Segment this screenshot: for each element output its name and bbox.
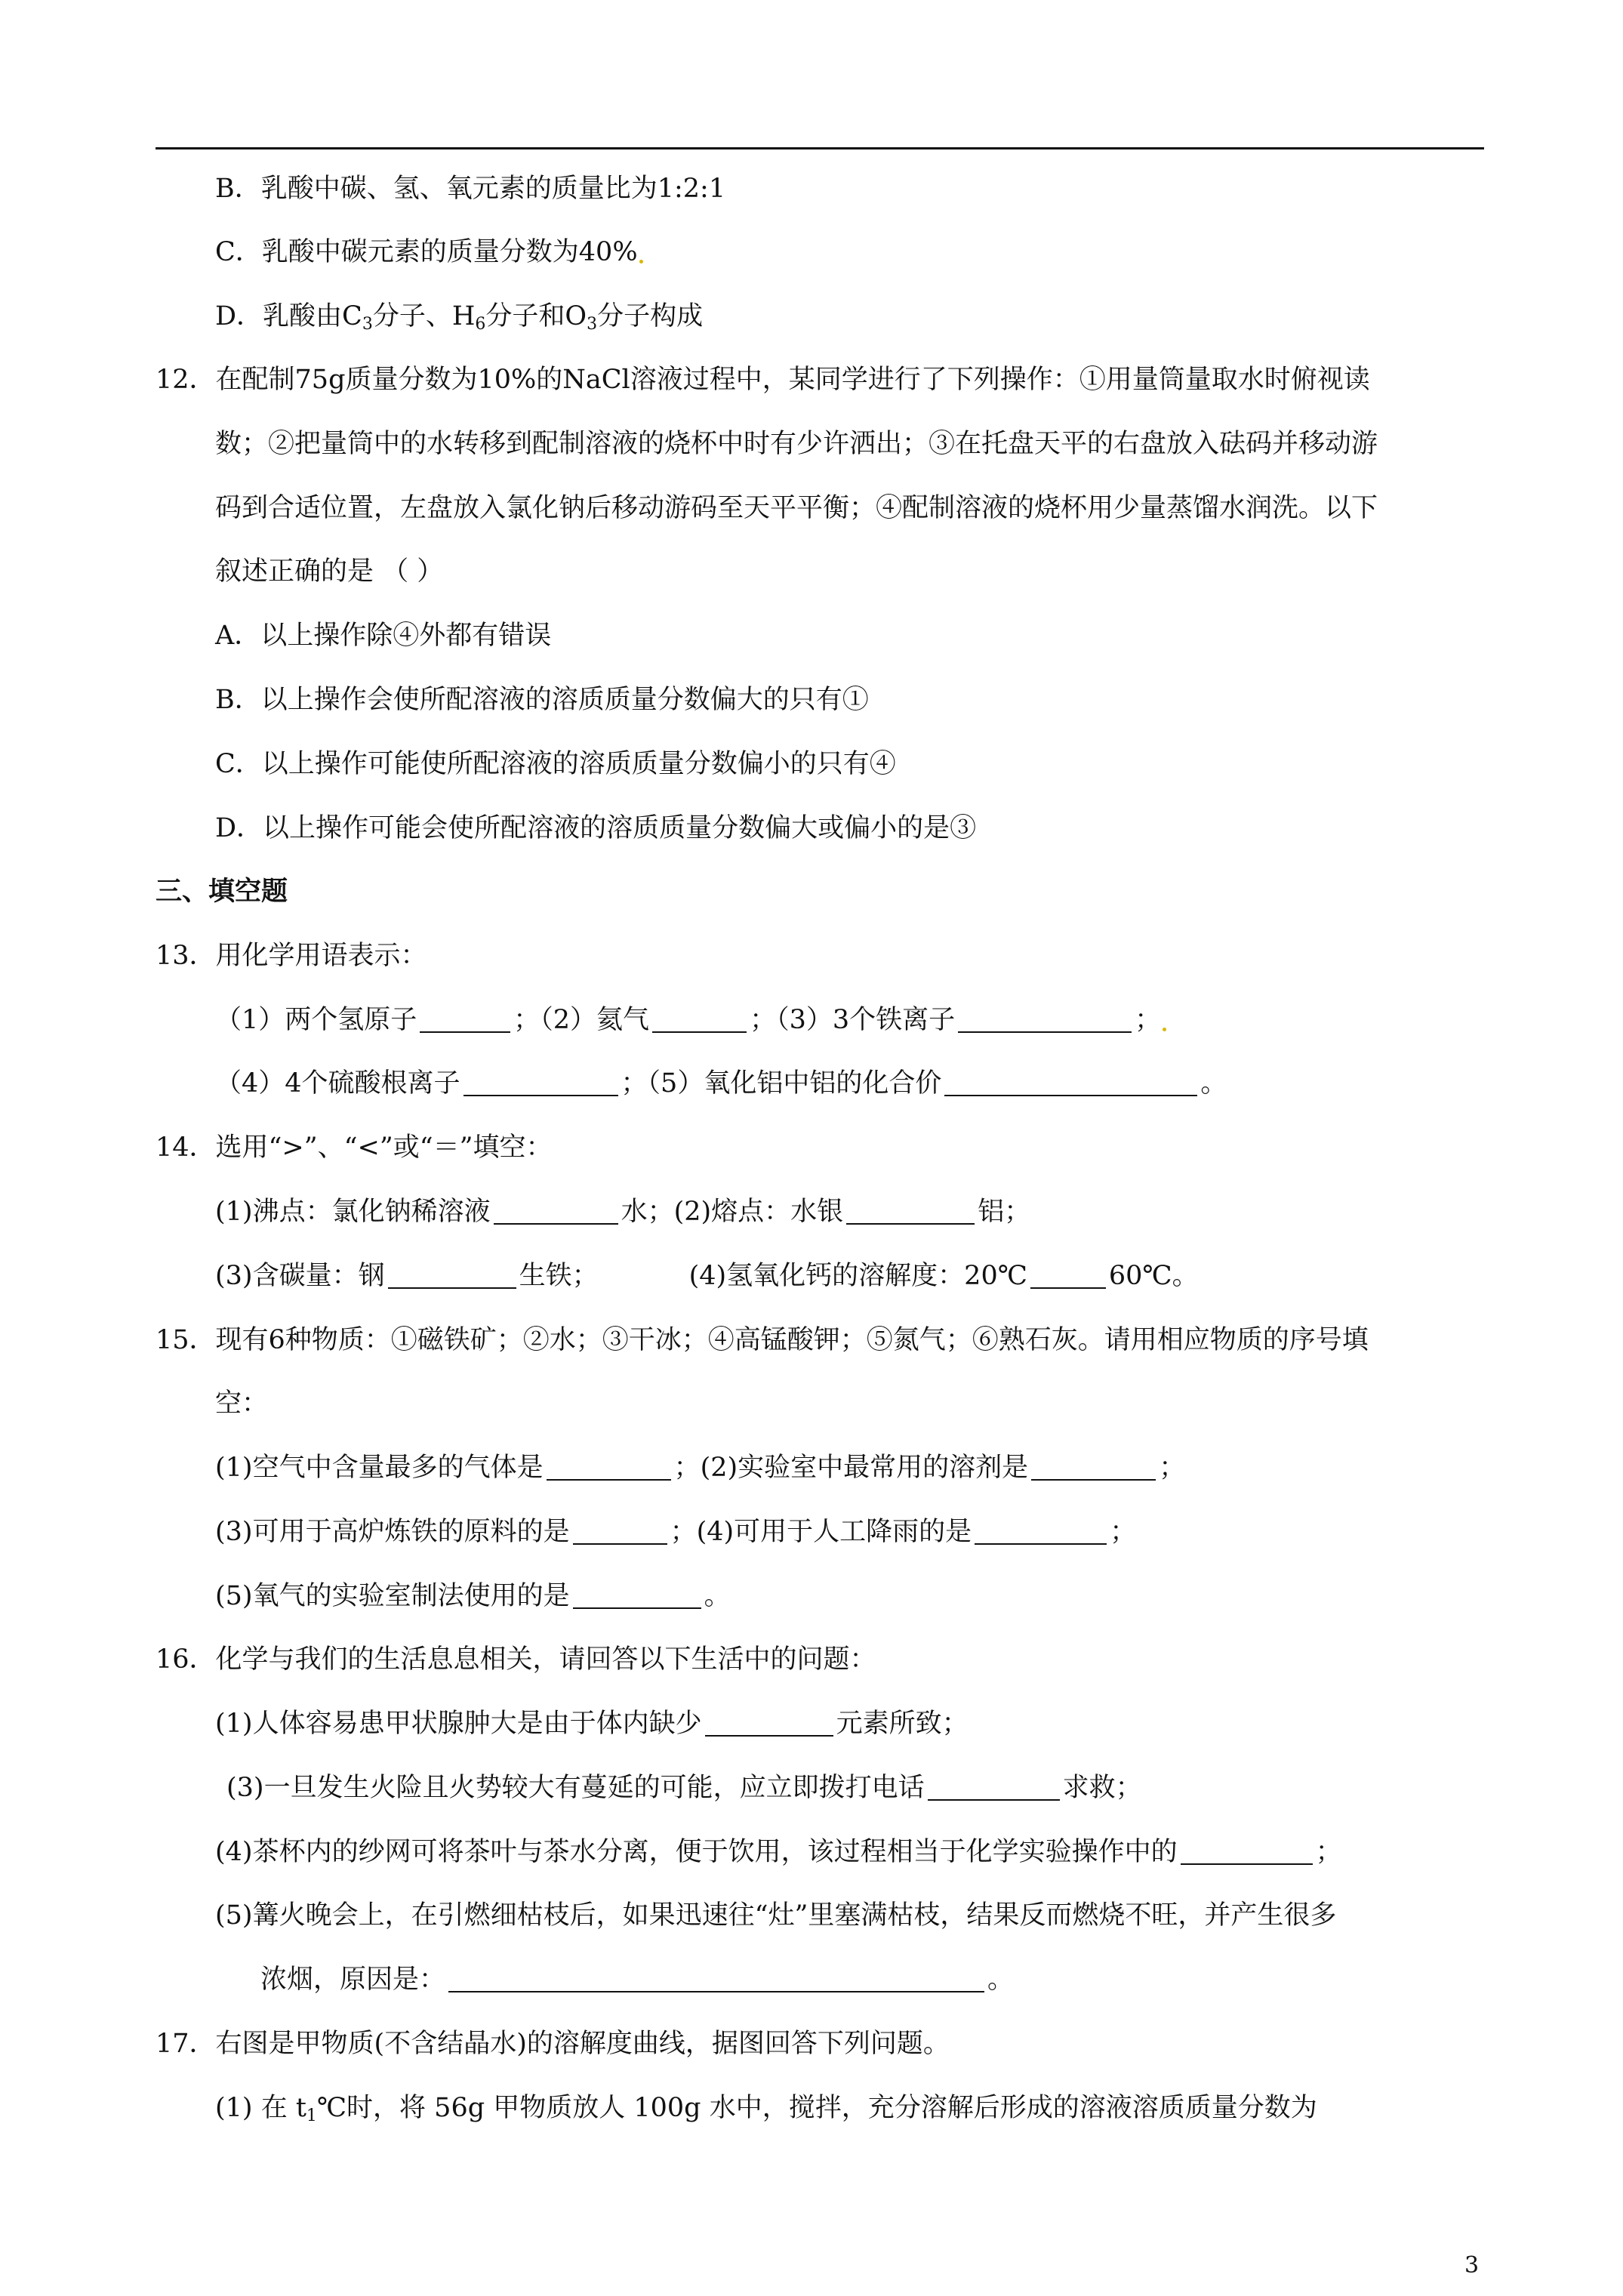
- stray-mark: [1163, 1028, 1166, 1031]
- q17-stem: 17．右图是甲物质(不含结晶水)的溶解度曲线，据图回答下列问题。: [156, 2029, 950, 2059]
- q14-line-1: (1)沸点：氯化钠稀溶液 水；(2)熔点：水银 铝；: [215, 1197, 1031, 1227]
- answer-blank[interactable]: [388, 1265, 516, 1289]
- q16-line-3: (4)茶杯内的纱网可将茶叶与茶水分离，便于饮用，该过程相当于化学实验操作中的 ；: [215, 1837, 1342, 1867]
- q16-line-1: (1)人体容易患甲状腺肿大是由于体内缺少 元素所致；: [215, 1709, 969, 1739]
- q17-line-1: (1) 在 $t_1℃$时，将 56g 甲物质放人 100g 水中，搅拌，充分溶解后形成的溶液溶质质量分数为: [215, 2093, 1317, 2125]
- q12-line-3: 码到合适位置，左盘放入氯化钠后移动游码至天平平衡；④配制溶液的烧杯用少量蒸馏水润洗。以下: [215, 493, 1378, 523]
- answer-blank[interactable]: [448, 1968, 984, 1992]
- q12-option-d: D．以上操作可能会使所配溶液的溶质质量分数偏大或偏小的是③: [215, 813, 977, 843]
- q12-option-a: A．以上操作除④外都有错误: [215, 621, 552, 651]
- q15-line-5: (5)氧气的实验室制法使用的是 。: [215, 1581, 731, 1611]
- q13-line-2: （4）4个硫酸根离子 ；（5）氧化铝中铝的化合价 。: [215, 1068, 1227, 1099]
- q11-option-d: D．乳酸由$C_3$分子、$H_6$分子和$O_3$分子构成: [215, 301, 704, 334]
- q13-line-1: （1）两个氢原子 ；（2）氦气 ；（3）3个铁离子 ；: [215, 1003, 1168, 1037]
- q12-option-c: C．以上操作可能使所配溶液的溶质质量分数偏小的只有④: [215, 749, 896, 779]
- q15-line-3: (1)空气中含量最多的气体是 ；(2)实验室中最常用的溶剂是 ；: [215, 1453, 1186, 1483]
- answer-blank[interactable]: [1031, 1456, 1156, 1481]
- q15-line-2: 空：: [215, 1388, 269, 1419]
- q16-line-4: (5)篝火晚会上，在引燃细枯枝后，如果迅速往“灶”里塞满枯枝，结果反而燃烧不旺，并产生很多: [215, 1900, 1337, 1931]
- page-number: 3: [1464, 2252, 1480, 2279]
- answer-blank[interactable]: [652, 1009, 747, 1033]
- answer-blank[interactable]: [1030, 1265, 1106, 1289]
- answer-blank[interactable]: [463, 1072, 618, 1096]
- answer-blank[interactable]: [958, 1009, 1132, 1033]
- answer-blank[interactable]: [1181, 1841, 1313, 1865]
- q16-stem: 16．化学与我们的生活息息相关，请回答以下生活中的问题：: [156, 1644, 876, 1675]
- q14-stem: 14．选用“>”、“<”或“＝”填空：: [156, 1133, 553, 1163]
- q12-line-2: 数；②把量筒中的水转移到配制溶液的烧杯中时有少许洒出；③在托盘天平的右盘放入砝码并移动游: [215, 429, 1378, 459]
- q11-option-c: C．乳酸中碳元素的质量分数为40%: [215, 236, 645, 269]
- answer-blank[interactable]: [975, 1521, 1107, 1545]
- answer-blank[interactable]: [705, 1712, 833, 1737]
- q13-stem: 13．用化学用语表示：: [156, 941, 427, 971]
- answer-blank[interactable]: [928, 1777, 1060, 1801]
- q12-line-1: 12．在配制75g质量分数为10%的NaCl溶液过程中，某同学进行了下列操作：①用量筒量取水时俯视读: [156, 365, 1370, 395]
- header-rule: [156, 147, 1484, 149]
- answer-blank[interactable]: [420, 1009, 510, 1033]
- stray-mark: [639, 260, 643, 264]
- q11-option-b: B．乳酸中碳、氢、氧元素的质量比为1:2:1: [215, 174, 726, 204]
- q16-line-5: 浓烟，原因是： 。: [260, 1965, 1015, 1995]
- q15-line-4: (3)可用于高炉炼铁的原料的是 ；(4)可用于人工降雨的是 ；: [215, 1517, 1137, 1547]
- answer-blank[interactable]: [573, 1521, 667, 1545]
- answer-blank[interactable]: [494, 1200, 618, 1225]
- q16-line-2: (3)一旦发生火险且火势较大有蔓延的可能，应立即拨打电话 求救；: [226, 1773, 1142, 1803]
- q15-line-1: 15．现有6种物质：①磁铁矿；②水；③干冰；④高锰酸钾；⑤氮气；⑥熟石灰。请用相应物质的序号填: [156, 1325, 1369, 1355]
- answer-blank[interactable]: [944, 1072, 1197, 1096]
- answer-blank[interactable]: [547, 1456, 671, 1481]
- answer-blank[interactable]: [573, 1585, 701, 1609]
- q12-line-4: 叙述正确的是 （ ）: [215, 556, 444, 587]
- q14-line-2: (3)含碳量：钢 生铁； (4)氢氧化钙的溶解度：20℃ 60℃。: [215, 1261, 1199, 1291]
- answer-blank[interactable]: [846, 1200, 975, 1225]
- section-heading: 三、填空题: [156, 877, 288, 907]
- q12-option-b: B．以上操作会使所配溶液的溶质质量分数偏大的只有①: [215, 685, 869, 715]
